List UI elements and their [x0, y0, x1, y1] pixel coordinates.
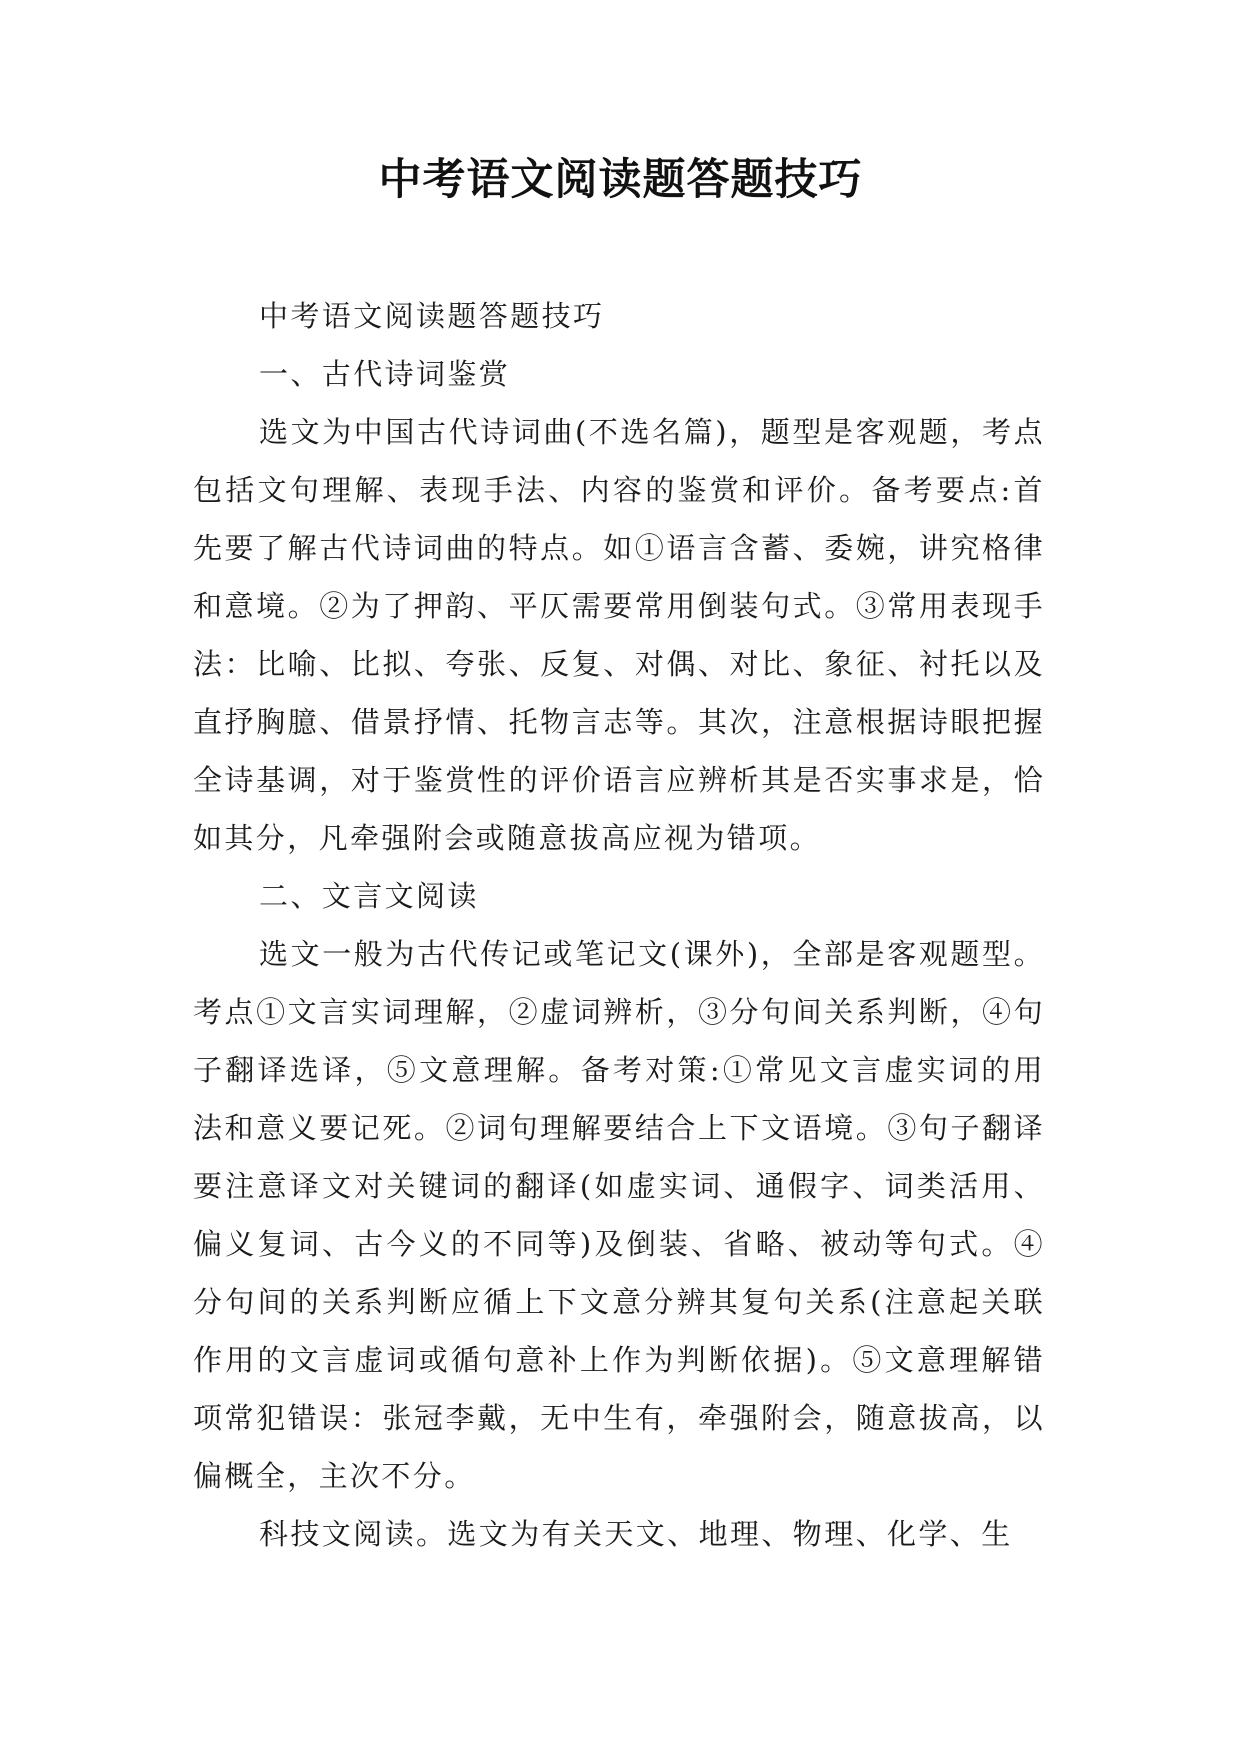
paragraph-subtitle: 中考语文阅读题答题技巧	[259, 299, 605, 333]
paragraph-poetry: 选文为中国古代诗词曲(不选名篇)，题型是客观题，考点包括文句理解、表现手法、内容的鉴赏和评价。备考要点:首先要了解古代诗词曲的特点。如①语言含蓄、委婉，讲究格律和意境。②为了押韵、平仄需要常用倒装句式。③常用表现手法：比喻、比拟、夸张、反复、对偶、对比、象征、衬托以及直抒胸臆、借景抒情、托物言志等。其次，注意根据诗眼把握全诗基调，对于鉴赏性的评价语言应辨析其是否实事求是，恰如其分，凡牵强附会或随意拔高应视为错项。	[193, 415, 1045, 855]
document-title: 中考语文阅读题答题技巧	[378, 155, 863, 205]
paragraph-science-reading: 科技文阅读。选文为有关天文、地理、物理、化学、生	[259, 1517, 1013, 1551]
section-heading-classical-chinese: 二、文言文阅读	[259, 879, 479, 913]
document-body	[193, 287, 1045, 1563]
paragraph-classical-chinese: 选文一般为古代传记或笔记文(课外)，全部是客观题型。考点①文言实词理解，②虚词辨析，③分句间关系判断，④句子翻译选译，⑤文意理解。备考对策:①常见文言虚实词的用法和意义要记死。②词句理解要结合上下文语境。③句子翻译要注意译文对关键词的翻译(如虚实词、通假字、词类活用、偏义复词、古今义的不同等)及倒装、省略、被动等句式。④分句间的关系判断应循上下文意分辨其复句关系(注意起关联作用的文言虚词或循句意补上作为判断依据)。⑤文意理解错项常犯错误：张冠李戴，无中生有，牵强附会，随意拔高，以偏概全，主次不分。	[193, 937, 1045, 1493]
section-heading-poetry: 一、古代诗词鉴赏	[259, 357, 511, 391]
